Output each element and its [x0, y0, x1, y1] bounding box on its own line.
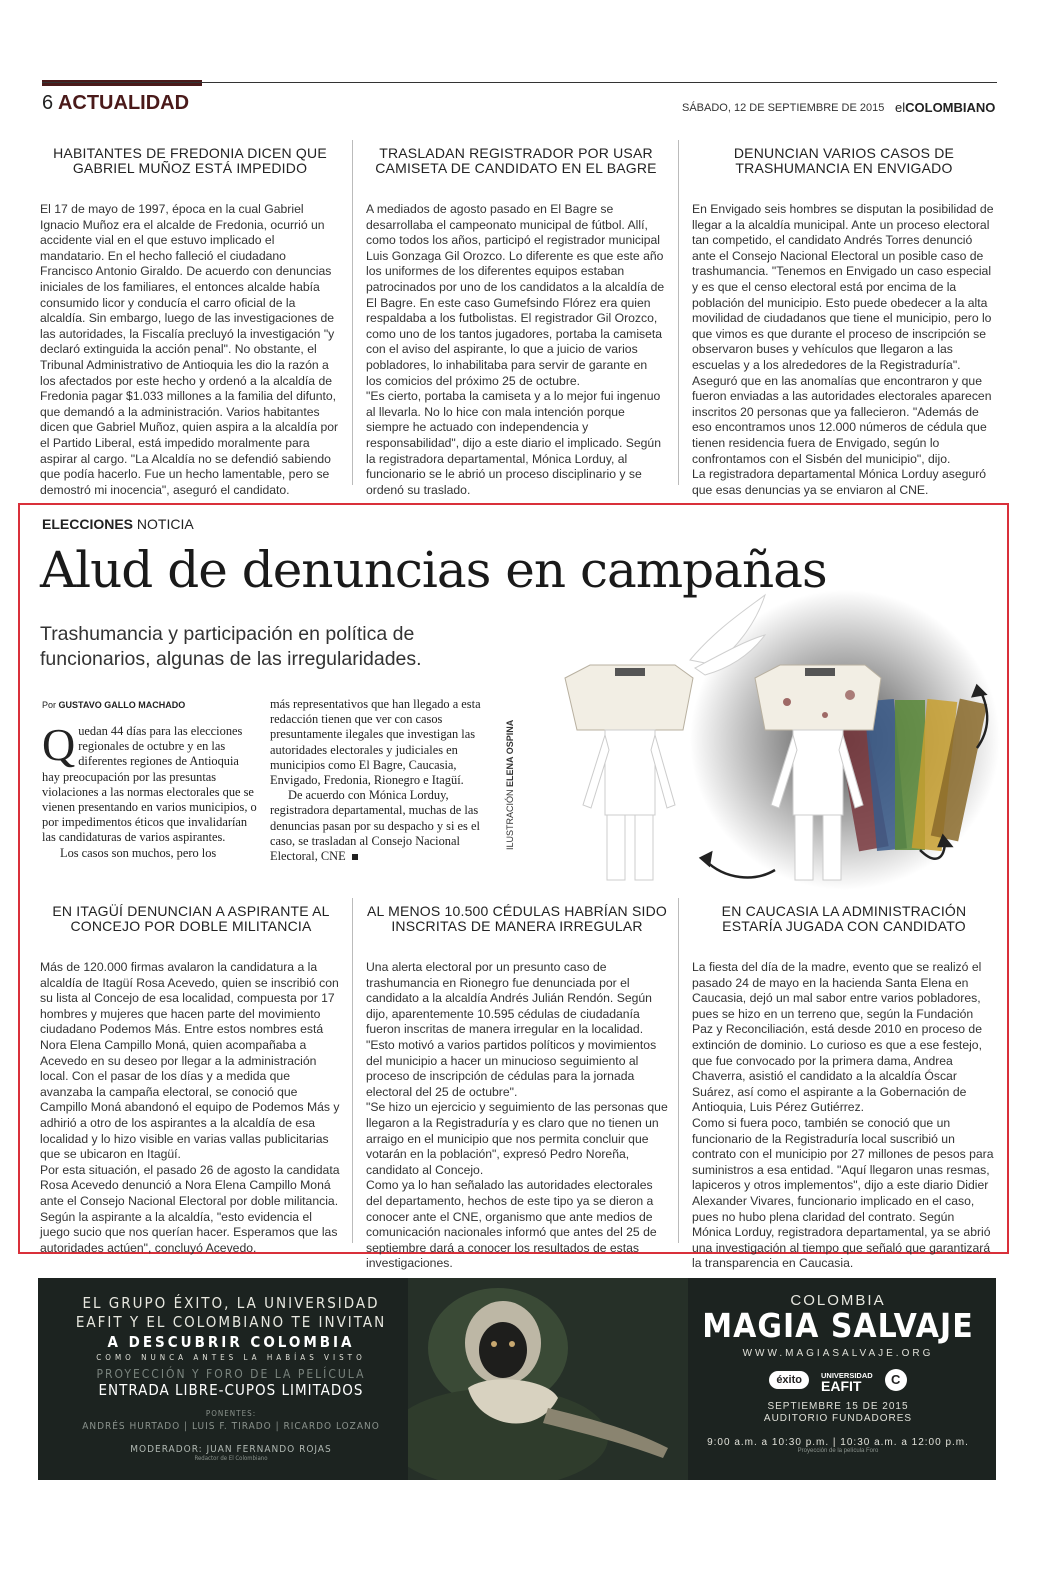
column-divider	[678, 898, 679, 1243]
article-itagui	[40, 904, 342, 1256]
article-headline: EN ITAGÜÍ DENUNCIAN A ASPIRANTE AL CONCEJO POR DOBLE MILITANCIA	[52, 903, 330, 934]
article-fredonia	[40, 146, 340, 498]
end-mark-icon	[352, 854, 358, 860]
ad-url[interactable]: WWW.MAGIASALVAJE.ORG	[742, 1348, 934, 1359]
article-body: Como si fuera poco, también se conoció que un funcionario de la Registraduría local suscribió un contrato con el municipio por 27 millones de pesos para suministros a esa entidad. "Aquí llegaron unas resmas, lapiceros y otros implementos", dijo a este diario Didier Alexander Vivares, funcionario implicado en el caso, pues no hubo plena claridad del contrato. Según Mónica Lorduy, registradora departamental, ya se abrió una investigación al tiempo que señaló que garantizará la transparencia en Caucasia.	[692, 1115, 994, 1271]
section-header	[42, 92, 189, 115]
header-accent-bar	[42, 80, 202, 86]
ad-invitation-text: EL GRUPO ÉXITO, LA UNIVERSIDAD EAFIT Y EL COLOMBIANO TE INVITAN A DESCUBRIR COLOMBIA COMO NUNCA ANTES LA HABÍAS VISTO PROYECCIÓN Y FORO DE LA PELÍCULA ENTRADA LIBRE-CUPOS LIMITADOS PONENTES: ANDRÉS HURTADO | LUIS F. TIRADO | RICARDO LOZANO MODERADOR: JUAN FERNANDO ROJAS Redactor de El Colombiano	[75, 1294, 387, 1462]
feature-story-col1: Quedan 44 días para las elecciones regionales de octubre y en las diferentes regiones de Antioquia hay preocupación por las presuntas violaciones a las normas electorales que se vienen presentando en varios municipios, o por impedimentos éticos que invalidarían las candidaturas de varios aspirantes. Los casos son muchos, pero los	[42, 719, 257, 860]
article-envigado	[692, 146, 996, 498]
masthead-brand: elCOLOMBIANO	[895, 100, 996, 115]
article-body: A mediados de agosto pasado en El Bagre se desarrollaba el campeonato municipal de fútbol. Allí, como todos los años, participó el registrador municipal Luis Gonzaga Gil Orozco. Lo diferente es que este año los uniformes de los diferentes equipos estaban patrocinados por uno de los candidatos a la alcaldía de El Bagre. En este caso Gumefsindo Flórez era quien respaldaba a los futbolistas. El registrador Gil Orozco, como uno de los tantos jugadores, portaba la camiseta con el aviso del aspirante, lo que a juicio de varios pobladores, lo inhabilitaba para servir de garante en los comicios del próximo 25 de octubre.	[366, 202, 665, 388]
feature-subhead: Trashumancia y participación en política de funcionarios, algunas de las irregularidades.	[40, 623, 422, 670]
article-body: La registradora departamental Mónica Lorduy aseguró que esas denuncias ya se enviaron al CNE.	[692, 467, 987, 497]
article-body: Como ya lo han señalado las autoridades electorales del departamento, hechos de este tipo ya se dieron a conocer ante el CNE, organismo que ante medios de comunicación nacionales informó que antes del 25 de septiembre dará a conocer los resultados de estas investigaciones.	[366, 1178, 657, 1271]
dropcap: Q	[42, 719, 76, 770]
article-body: La fiesta del día de la madre, evento que se realizó el pasado 24 de mayo en la hacienda Santa Elena en Caucasia, dejó un mal sabor entre varios pobladores, pues se hizo en un terreno que, según la Fundación Paz y Reconciliación, está desde 2010 en proceso de extinción de dominio. Lo curioso es que a ese festejo, que fue convocado por la primera dama, Andrea Chaverra, asistió el candidato a la alcaldía Óscar Suárez, así como el aspirante a la Gobernación de Antioquia, Luis Pérez Gutiérrez.	[692, 960, 982, 1115]
article-body: En Envigado seis hombres se disputan la posibilidad de llegar a la alcaldía municipal. Ante un proceso electoral tan competido, el candidato Andrés Torres denunció ante el Consejo Nacional Electoral un posible caso de trashumancia. "Tenemos en Envigado un caso especial y es que el censo electoral está por encima de la población del municipio. Esto puede obedecer a la alta movilidad de ciudadanos que tiene el municipio, pero lo que vimos es que durante el proceso de inscripción se observaron buses y vehículos que llegaron a las escuelas y a los alrededores de la Registraduría". Aseguró que en las anomalías que encontraron y que fueron enviadas a las autoridades electorales aparecen inscritos 20 personas que ya fallecieron. "Además de eso encontramos unos 12.000 números de cédula que tienen residencia fuera de Envigado, según lo confrontamos con el Sisbén del municipio", dijo.	[692, 202, 994, 466]
article-headline: HABITANTES DE FREDONIA DICEN QUE GABRIEL MUÑOZ ESTÁ IMPEDIDO	[53, 145, 327, 176]
column-divider	[678, 140, 679, 485]
header-rule	[42, 82, 997, 83]
feature-illustration	[525, 590, 1000, 890]
el-colombiano-logo: C	[885, 1369, 907, 1391]
magia-salvaje-ad[interactable]	[38, 1278, 996, 1480]
article-el-bagre	[366, 146, 666, 498]
byline: Por GUSTAVO GALLO MACHADO	[42, 700, 186, 710]
article-headline: DENUNCIAN VARIOS CASOS DE TRASHUMANCIA EN ENVIGADO	[733, 145, 955, 176]
article-headline: AL MENOS 10.500 CÉDULAS HABRÍAN SIDO INSCRITAS DE MANERA IRREGULAR	[366, 903, 667, 934]
illustration-credit: ILUSTRACIÓN ELENA OSPINA	[505, 719, 515, 850]
sponsor-logos	[688, 1369, 988, 1394]
edition-date: SÁBADO, 12 DE SEPTIEMBRE DE 2015	[682, 102, 885, 114]
article-body: El 17 de mayo de 1997, época en la cual Gabriel Ignacio Muñoz era el alcalde de Fredonia, ocurrió un accidente vial en el que estuvo implicado el mandatario. En el hecho falleció el ciudadano Francisco Antonio Giraldo. De acuerdo con denuncias iniciales de los familiares, el entonces alcalde había consumido licor y conducía el carro oficial de la alcaldía. Sin embargo, luego de las investigaciones de las autoridades, la Fiscalía precluyó la investigación "y declaró extinguida la acción penal". No obstante, el Tribunal Administrativo de Antioquia les dio la razón a los afectados por este hecho y ordenó a la alcaldía de Fredonia pagar $1.033 millones a la familia del difunto, que demandó a la administración. Varios habitantes dicen que Gabriel Muñoz, quien aspira a la alcaldía por el Partido Liberal, está impedido moralmente para aspirar al cargo. "La Alcaldía no se defendió sabiendo que podía hacerlo. Fue un hecho lamentable, pero se demostró mi inocencia", aseguró el candidato.	[40, 202, 339, 497]
eafit-logo: UNIVERSIDAD EAFIT	[821, 1370, 873, 1394]
page-number: 6	[42, 92, 54, 114]
exito-logo: éxito	[769, 1371, 809, 1389]
section-name: ACTUALIDAD	[57, 92, 190, 114]
article-body: "Se hizo un ejercicio y seguimiento de las personas que llegaron a la Registraduría y es claro que no tienen un arraigo en el municipio que nos permita concluir que votarán en la población", expresó Pedro Noreña, candidato al Concejo.	[366, 1100, 668, 1177]
ballot-box-figure-left	[565, 665, 693, 880]
article-headline: EN CAUCASIA LA ADMINISTRACIÓN ESTARÍA JUGADA CON CANDIDATO	[721, 903, 967, 934]
monkey-illustration	[408, 1278, 688, 1480]
column-divider	[352, 898, 353, 1243]
article-caucasia	[692, 904, 996, 1272]
feature-story-col2: más representativos que han llegado a esta redacción tienen que ver con casos presuntamente ilegales que investigan las autoridades electorales y judiciales en municipios como El Bagre, Caucasia, Envigado, Fredonia, Rionegro e Itagüí. De acuerdo con Mónica Lorduy, registradora departamental, muchas de las denuncias pasan por su despacho y si es el caso, se trasladan al Consejo Nacional Electoral, CNE	[270, 697, 481, 864]
ad-title: MAGIA SALVAJE	[702, 1307, 974, 1346]
ad-event-info: COLOMBIA MAGIA SALVAJE WWW.MAGIASALVAJE.ORG éxito UNIVERSIDAD EAFIT C SEPTIEMBRE 15 DE 2015 AUDITORIO FUNDADORES 9:00 a.m. a 10:30 p.m. | 10:30 a.m. a 12:00 p.m. Proyección de la película Foro	[688, 1292, 988, 1454]
feature-kicker: ELECCIONES NOTICIA	[42, 516, 194, 532]
article-body: Por esta situación, el pasado 26 de agosto la candidata Rosa Acevedo denunció a Nora Elena Campillo Moná ante el Consejo Nacional Electoral por doble militancia. Según la aspirante a la alcaldía, "esto evidencia el juego sucio que nos querían hacer. Esperamos que las autoridades actúen", concluyó Acevedo.	[40, 1162, 340, 1255]
article-body: Una alerta electoral por un presunto caso de trashumancia en Rionegro fue denunciada por el candidato a la alcaldía Andrés Julián Rendón. Según dijo, aparentemente 10.595 cédulas de ciudadanía fueron inscritas de manera irregular en la localidad. "Esto motivó a varios partidos políticos y movimientos del municipio a hacer un minucioso seguimiento al proceso de inscripción de cédulas para la jornada electoral del 25 de octubre".	[366, 960, 657, 1099]
feature-headline: Alud de denuncias en campañas	[40, 541, 827, 599]
article-body: "Es cierto, portaba la camiseta y a lo mejor fui ingenuo al llevarla. No lo hice con mala intención porque siempre he actuado con independencia y responsabilidad", dijo a este diario el implicado. Según la registradora departamental, Mónica Lorduy, al funcionario se le abrió un proceso disciplinario y se ordenó su traslado.	[366, 389, 661, 497]
article-headline: TRASLADAN REGISTRADOR POR USAR CAMISETA DE CANDIDATO EN EL BAGRE	[375, 145, 657, 176]
article-rionegro	[366, 904, 668, 1272]
column-divider	[352, 140, 353, 485]
article-body: Más de 120.000 firmas avalaron la candidatura a la alcaldía de Itagüí Rosa Acevedo, quien se inscribió con su lista al Concejo de esa localidad, compuesta por 17 hombres y mujeres que hacen parte del movimiento ciudadano Podemos Más. Entre estos nombres está Nora Elena Campillo Moná, quien acompañaba a Acevedo en su deseo por llegar a la administración local. Con el pasar de los días y a medida que avanzaba la campaña electoral, se conoció que Campillo Moná abandonó el equipo de Podemos Más y adhirió a otro de los aspirantes a la alcaldía de esa localidad y lo hizo visible en varias vallas publicitarias que se ubicaron en Itagüí.	[40, 960, 340, 1162]
